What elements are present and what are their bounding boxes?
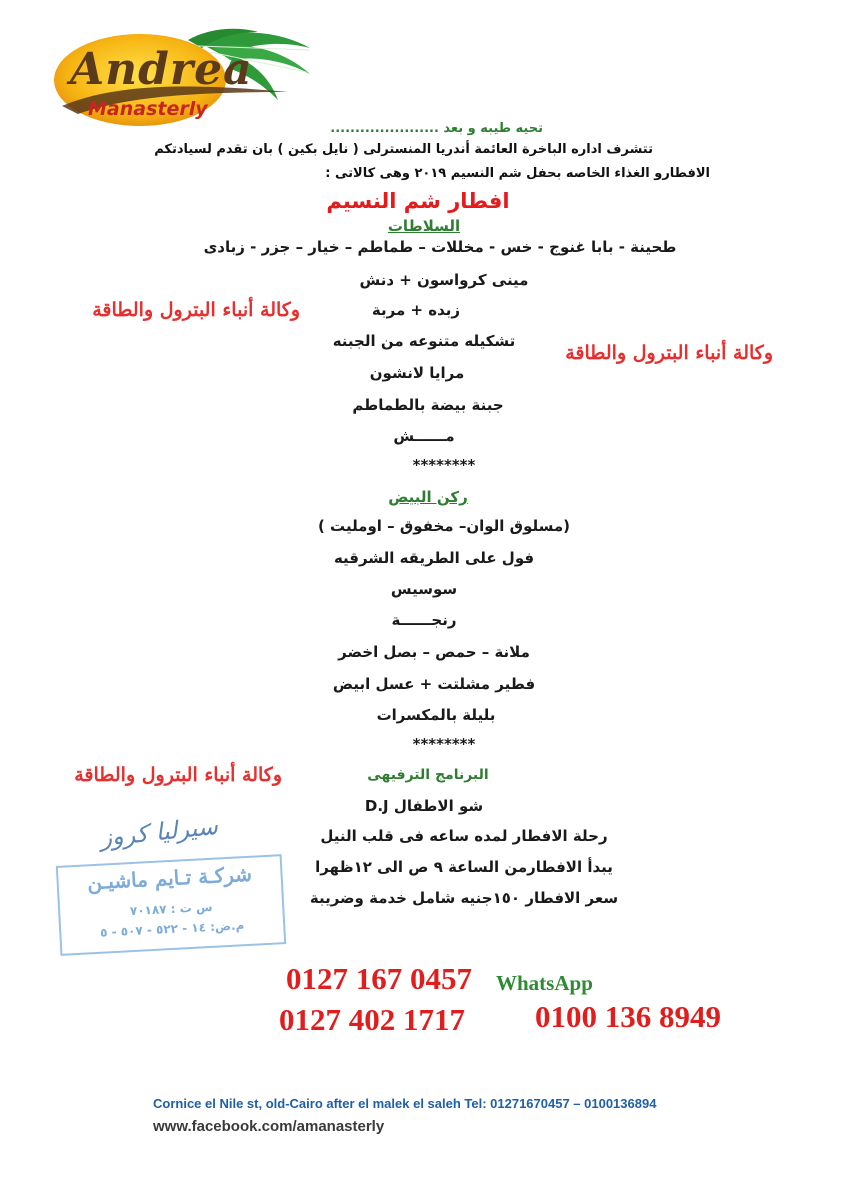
stamp-company: شركـة تـايم ماشيـن [86,861,253,895]
menu-item: زبده + مربة [371,301,461,319]
menu-item: جبنة بيضة بالطماطم [352,396,504,414]
menu-item: مرايا لانشون [369,364,465,382]
phone-number-3: 0100 136 8949 [535,999,721,1034]
section-heading-eggs: ركن البيض [388,488,468,506]
menu-title: افطار شم النسيم [326,189,510,213]
menu-item: رنجــــــة [391,611,457,629]
company-stamp [56,854,286,956]
menu-item: (مسلوق الوان– مخفوق – اومليت ) [317,517,571,535]
menu-item: ملانة – حمص – بصل اخضر [338,643,530,661]
intro-line-2: الافطارو الغذاء الخاصه بحفل شم النسيم ٢٠١٩ وهى كالاتى : [325,166,710,181]
logo-sub: Manasterly [88,98,208,120]
intro-line-1: تتشرف اداره الباخرة العائمة أندريا المنسترلى ( نايل بكين ) بان تقدم لسيادتكم [154,142,653,157]
menu-item: بليلة بالمكسرات [376,706,496,724]
watermark-text: وكالة أنباء البترول والطاقة [92,299,300,321]
footer-address: Cornice el Nile st, old-Cairo after el malek el saleh Tel: 01271670457 – 0100136894 [153,1096,657,1111]
menu-item: مــــــش [393,427,455,445]
watermark-text: وكالة أنباء البترول والطاقة [74,764,282,786]
section-heading-salads: السلاطات [387,217,461,235]
separator-stars: ******** [412,735,476,753]
menu-item: فول على الطريقه الشرقيه [333,549,535,567]
menu-item: فطير مشلتت + عسل ابيض [332,675,536,693]
menu-item: سعر الافطار ١٥٠جنيه شامل خدمة وضريبة [309,889,619,907]
stamp-reg: س ت : ٧٠١٨٧ [129,899,213,919]
logo [48,22,348,132]
logo-brand: Andrea [70,44,253,95]
menu-item: سوسيس [390,580,458,598]
greeting: تحيه طيبه و بعد ...................... [330,121,543,136]
phone-number-2: 0127 402 1717 [279,1002,465,1037]
menu-item: رحلة الافطار لمده ساعه فى قلب النيل [320,827,608,845]
phone-number-1: 0127 167 0457 [286,961,472,996]
menu-item: تشكيله متنوعه من الجبنه [332,332,516,350]
section-heading-entertainment: البرنامج الترفيهى [367,767,489,783]
menu-item: مينى كرواسون + دنش [359,271,529,289]
menu-item: شو الاطفال D.J [364,797,484,815]
stamp-tax: م.ض: ١٤ - ٥٢٢ - ٥٠٧ - ٥ [99,918,245,940]
separator-stars: ******** [412,456,476,474]
signature: سيرليا كروز [98,811,220,853]
footer-facebook[interactable]: www.facebook.com/amanasterly [153,1118,385,1135]
watermark-text: وكالة أنباء البترول والطاقة [565,342,773,364]
whatsapp-label: WhatsApp [496,971,593,995]
menu-item: طحينة - بابا غنوج - خس - مخللات – طماطم – خيار – جزر - زبادى [203,238,677,256]
menu-item: يبدأ الافطارمن الساعة ٩ ص الى ١٢ظهرا [315,858,613,876]
